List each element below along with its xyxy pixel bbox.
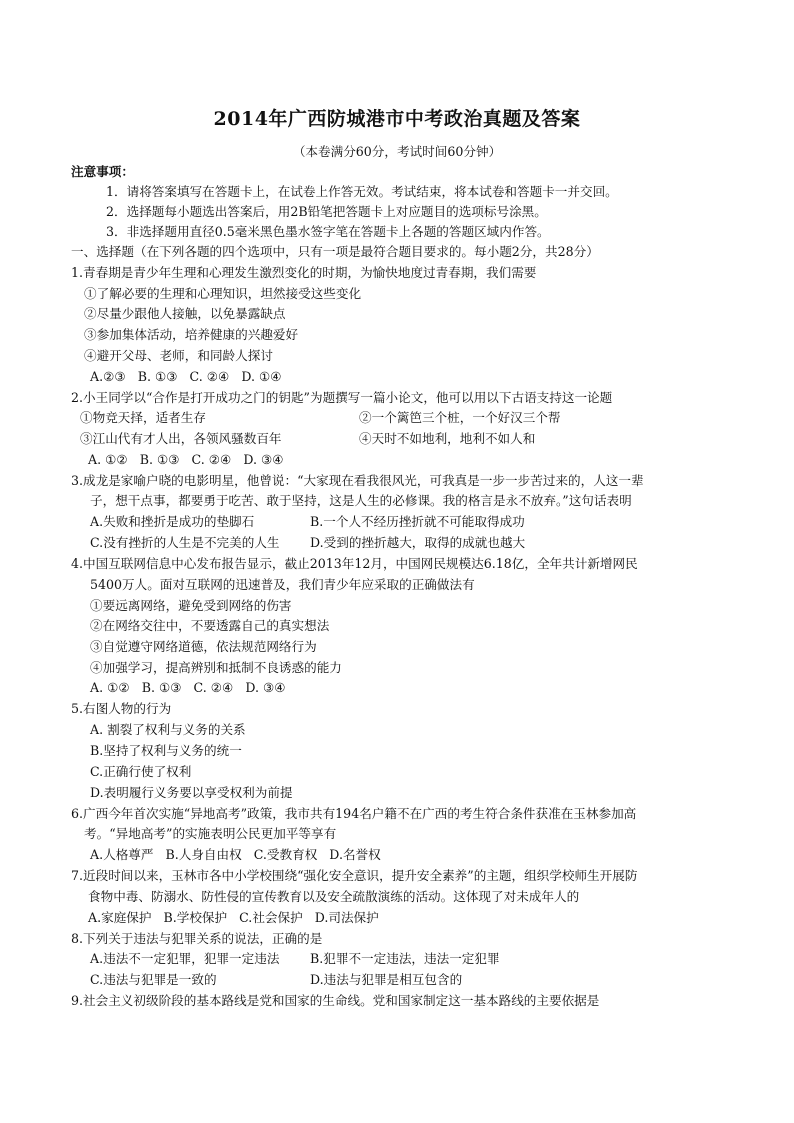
question-statement: ④加强学习，提高辨别和抵制不良诱惑的能力 bbox=[90, 660, 342, 675]
question-statement: ④天时不如地利，地利不如人和 bbox=[359, 431, 536, 446]
page-subtitle: （本卷满分60分，考试时间60分钟） bbox=[292, 144, 502, 159]
question-stem: 食物中毒、防溺水、防性侵的宣传教育以及安全疏散演练的活动。这体现了对未成年人的 bbox=[88, 889, 580, 904]
answer-option: A.违法不一定犯罪，犯罪一定违法 bbox=[90, 951, 280, 966]
answer-options: A. ①② B. ①③ C. ②④ D. ③④ bbox=[88, 452, 284, 467]
answer-option: B.坚持了权利与义务的统一 bbox=[90, 743, 242, 758]
answer-option: C.违法与犯罪是一致的 bbox=[90, 972, 217, 987]
notice-item: 1．请将答案填写在答题卡上，在试卷上作答无效。考试结束，将本试卷和答题卡一并交回。 bbox=[106, 184, 618, 199]
answer-option: A.失败和挫折是成功的垫脚石 bbox=[90, 514, 255, 529]
answer-option: D.表明履行义务要以享受权利为前提 bbox=[90, 785, 293, 800]
notice-item: 3．非选择题用直径0.5毫米黑色墨水签字笔在答题卡上各题的答题区域内作答。 bbox=[106, 224, 550, 239]
answer-option: B.一个人不经历挫折就不可能取得成功 bbox=[310, 514, 525, 529]
question-statement: ②在网络交往中，不要透露自己的真实想法 bbox=[90, 618, 330, 633]
question-statement: ③自觉遵守网络道德，依法规范网络行为 bbox=[90, 639, 317, 654]
question-stem: 2.小王同学以“合作是打开成功之门的钥匙”为题撰写一篇小论文，他可以用以下古语支持这一论题 bbox=[71, 390, 613, 405]
question-stem: 3.成龙是家喻户晓的电影明星，他曾说：“大家现在看我很风光，可我真是一步一步苦过来的，人这一辈 bbox=[71, 473, 644, 488]
answer-option: B.犯罪不一定违法，违法一定犯罪 bbox=[310, 951, 500, 966]
question-stem: 9.社会主义初级阶段的基本路线是党和国家的生命线。党和国家制定这一基本路线的主要依据是 bbox=[71, 993, 600, 1008]
question-stem: 5400万人。面对互联网的迅速普及，我们青少年应采取的正确做法有 bbox=[90, 577, 475, 592]
question-statement: ①要远离网络，避免受到网络的伤害 bbox=[90, 598, 292, 613]
question-statement: ①物竞天择，适者生存 bbox=[80, 410, 206, 425]
question-statement: ②尽量少跟他人接触，以免暴露缺点 bbox=[84, 306, 286, 321]
question-stem: 子，想干点事，都要勇于吃苦、敢于坚持，这是人生的必修课。我的格言是永不放弃。”这句话表明 bbox=[90, 493, 632, 508]
answer-option: A. 割裂了权利与义务的关系 bbox=[90, 722, 246, 737]
question-stem: 4.中国互联网信息中心发布报告显示，截止2013年12月，中国网民规模达6.18亿，全年共计新增网民 bbox=[71, 556, 638, 571]
question-stem: 6.广西今年首次实施“异地高考”政策，我市共有194名户籍不在广西的考生符合条件获准在玉林参加高 bbox=[71, 806, 637, 821]
question-statement: ③江山代有才人出，各领风骚数百年 bbox=[80, 431, 282, 446]
question-stem: 7.近段时间以来，玉林市各中小学校围绕“强化安全意识，提升安全素养”的主题，组织学校师生开展防 bbox=[71, 868, 638, 883]
answer-option: C.正确行使了权利 bbox=[90, 764, 192, 779]
question-statement: ①了解必要的生理和心理知识，坦然接受这些变化 bbox=[84, 286, 362, 301]
answer-options: A. ①② B. ①③ C. ②④ D. ③④ bbox=[90, 680, 286, 695]
answer-options: A.②③ B. ①③ C. ②④ D. ①④ bbox=[90, 369, 282, 384]
section-heading: 一、选择题（在下列各题的四个选项中，只有一项是最符合题目要求的。每小题2分，共28分） bbox=[71, 244, 599, 259]
answer-options: A.家庭保护 B.学校保护 C.社会保护 D.司法保护 bbox=[88, 910, 379, 925]
question-stem: 1.青春期是青少年生理和心理发生激烈变化的时期，为愉快地度过青春期，我们需要 bbox=[71, 265, 537, 280]
question-statement: ②一个篱笆三个桩，一个好汉三个帮 bbox=[359, 410, 561, 425]
notice-item: 2．选择题每小题选出答案后，用2B铅笔把答题卡上对应题目的选项标号涂黑。 bbox=[106, 204, 547, 219]
answer-options: A.人格尊严 B.人身自由权 C.受教育权 D.名誉权 bbox=[90, 847, 381, 862]
answer-option: D.受到的挫折越大，取得的成就也越大 bbox=[310, 535, 526, 550]
question-stem: 5.右图人物的行为 bbox=[71, 701, 172, 716]
question-stem: 考。“异地高考”的实施表明公民更加平等享有 bbox=[84, 826, 337, 841]
answer-option: C.没有挫折的人生是不完美的人生 bbox=[90, 535, 280, 550]
answer-option: D.违法与犯罪是相互包含的 bbox=[310, 972, 463, 987]
question-stem: 8.下列关于违法与犯罪关系的说法，正确的是 bbox=[71, 931, 323, 946]
question-statement: ③参加集体活动，培养健康的兴趣爱好 bbox=[84, 327, 299, 342]
question-statement: ④避开父母、老师，和同龄人探讨 bbox=[84, 348, 273, 363]
page-title: 2014年广西防城港市中考政治真题及答案 bbox=[213, 108, 581, 130]
notice-heading: 注意事项： bbox=[71, 164, 134, 179]
